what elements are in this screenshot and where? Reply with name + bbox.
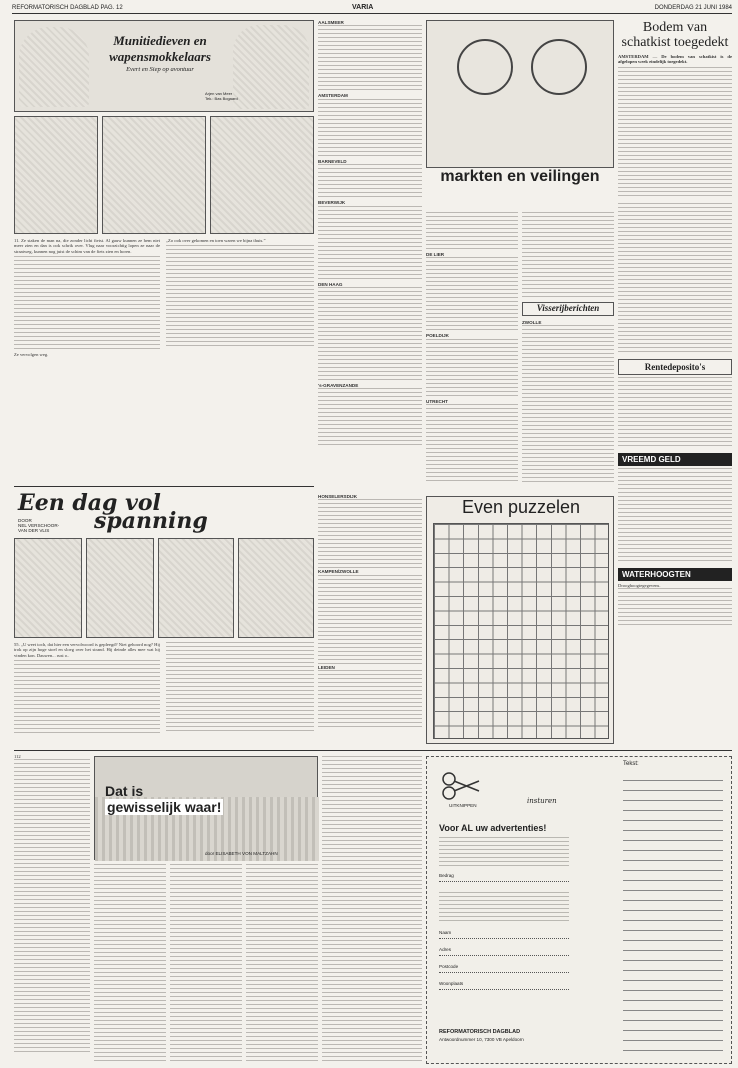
comic2-caption-right: [166, 642, 314, 742]
comic1-title-2: wapensmokkelaars: [109, 49, 211, 64]
comic1-panel-c: [210, 116, 314, 234]
scale-dial-left: [457, 39, 513, 95]
schatkist-lead: AMSTERDAM — De bodem van schatkist is de afgelopen week eindelijk toegedekt.: [618, 54, 732, 65]
comic2-title-panel: [14, 490, 314, 536]
rente-title: Rentedeposito's: [618, 359, 732, 375]
divider: [14, 486, 314, 487]
puzzle-block: [426, 496, 614, 744]
market-heading-barneveld: BARNEVELD: [318, 158, 347, 164]
story-photo: [94, 756, 318, 860]
comic2-panel-d: [238, 538, 314, 638]
markets-table: [618, 203, 732, 353]
market-heading-kampen: KAMPEN/ZWOLLE: [318, 569, 359, 575]
market-heading-amsterdam: AMSTERDAM: [318, 93, 348, 99]
ad-coupon: [426, 756, 732, 1064]
story-col-4: [246, 864, 318, 1062]
right-column: [618, 20, 732, 746]
comic1-title-panel: [14, 20, 314, 112]
market-heading-honselersdijk: HONSELERSDIJK: [318, 494, 358, 499]
schatkist-title: Bodem van schatkist toegedekt: [621, 20, 729, 50]
comic2-caption-left: 55. „U weet toch, dat hier een vervolwoord is gepleegd? Niet gehoord nog? Hij trok op zijn hoge stoel en sloeg over het strand. Hij deinde alles mee wat hij vinden kon. Dauwen... rust o..: [14, 642, 160, 742]
divider-bottom: [14, 750, 732, 751]
comic2-title-2: spanning: [94, 508, 208, 534]
ad-text-lines[interactable]: [623, 771, 723, 1059]
schatkist-body: [618, 67, 732, 197]
visserij-heading: Visserijberichten: [522, 302, 614, 316]
comic1-title: Munitiedieven en: [113, 33, 207, 48]
story-col-2: [94, 864, 166, 1062]
market-heading-de-lier: DE LIER: [426, 252, 445, 257]
ad-field-naam[interactable]: Naam: [439, 930, 569, 939]
geld-title: VREEMD GELD: [618, 453, 732, 466]
story-credit: door ELISABETH VON MALTZAHN: [205, 851, 278, 856]
ad-field-adres[interactable]: Adres: [439, 947, 569, 956]
header-left: REFORMATORISCH DAGBLAD PAG. 12: [12, 5, 123, 11]
header-section: VARIA: [352, 4, 374, 11]
story-title-2: gewisselijk waar!: [107, 799, 222, 815]
comic2-panel-a: [14, 538, 82, 638]
market-heading-den-haag: DEN HAAG: [318, 281, 343, 287]
comic2-title: Een dag vol: [18, 490, 161, 516]
market-heading-beverwijk: BEVERWIJK: [318, 200, 346, 206]
water-text: Drooghoogtegegevens.: [618, 582, 661, 588]
ad-footer-address: Antwoordnummer 10, 7300 VB Apeldoorn: [439, 1037, 524, 1042]
scale-dial-right: [531, 39, 587, 95]
markets-header-block: [426, 20, 614, 208]
scale-photo: [426, 20, 614, 168]
header-date: DONDERDAG 21 JUNI 1984: [654, 5, 732, 11]
comic1-subtitle: Evert en Siep op avontuur: [126, 66, 194, 73]
market-heading-utrecht: UTRECHT: [426, 398, 448, 404]
story-title: Dat is: [105, 783, 144, 799]
ad-field-postcode[interactable]: Postcode: [439, 964, 569, 973]
ad-field-woonplaats[interactable]: Woonplaats: [439, 981, 569, 990]
comic1-credit: Arjen van Meer Tek.: Bas Bogaard: [205, 91, 238, 101]
scissors-icon: [439, 765, 509, 805]
comic1-caption-left: 11. Ze staken de man na, die zonder licht fietst. Al gauw kunnen ze hem niet meer zien en dan is ook schrik over. Vlug naar voorzichtig lopen ze naar de straatweg, kunnen nog juist de schim van de fiets zien en horen. Ze vervolgen weg.: [14, 238, 160, 358]
comic1-panel-b: [102, 116, 206, 234]
market-column-2: [426, 212, 518, 492]
ad-form: [439, 873, 569, 998]
ad-insturen-label: insturen: [527, 797, 557, 805]
market-heading-zwolle: ZWOLLE: [522, 320, 542, 325]
ad-knip-label: UITKNIPPEN: [449, 803, 477, 808]
ad-tekst-label: Tekst:: [623, 761, 639, 767]
comic1-panel-a: [14, 116, 98, 234]
market-heading-leiden: LEIDEN: [318, 664, 335, 670]
geld-table: [618, 468, 732, 564]
rente-body: [618, 377, 732, 447]
comic2-panel-b: [86, 538, 154, 638]
ad-footer-title: REFORMATORISCH DAGBLAD: [439, 1029, 521, 1035]
markets-title: markten en veilingen: [440, 168, 600, 185]
market-column-3: [522, 212, 614, 492]
ad-options: [439, 837, 569, 867]
market-heading-aalsmeer: AALSMEER: [318, 20, 344, 25]
water-body: [618, 588, 732, 628]
comic1-caption-right: „Zo ook over gekomen en toen waren we bijna thuis.”: [166, 238, 314, 366]
market-heading-poeldijk: POELDIJK: [426, 333, 449, 339]
puzzle-grid[interactable]: [433, 523, 609, 739]
market-column-1b: [318, 494, 422, 746]
comic1-figure-right: [233, 25, 309, 109]
page-header: [12, 4, 732, 14]
story-col-5: [322, 756, 422, 1062]
story-col-1: 112: [14, 754, 90, 1064]
comic2-panel-c: [158, 538, 234, 638]
ad-field-bedrag[interactable]: Bedrag: [439, 873, 569, 882]
ad-title: Voor AL uw advertenties!: [439, 823, 547, 833]
market-heading-gravenzande: 's-GRAVENZANDE: [318, 383, 359, 389]
puzzle-title: Even puzzelen: [461, 497, 581, 517]
story-col-3: [170, 864, 242, 1062]
comic1-title-block: [85, 33, 235, 73]
comic2-byline: DOOR NEL VERSCHOOR- VAN DER VLIS: [18, 518, 60, 533]
market-column-1: [318, 20, 422, 490]
water-title: WATERHOOGTEN: [618, 568, 732, 581]
comic1-figure-left: [19, 27, 89, 107]
